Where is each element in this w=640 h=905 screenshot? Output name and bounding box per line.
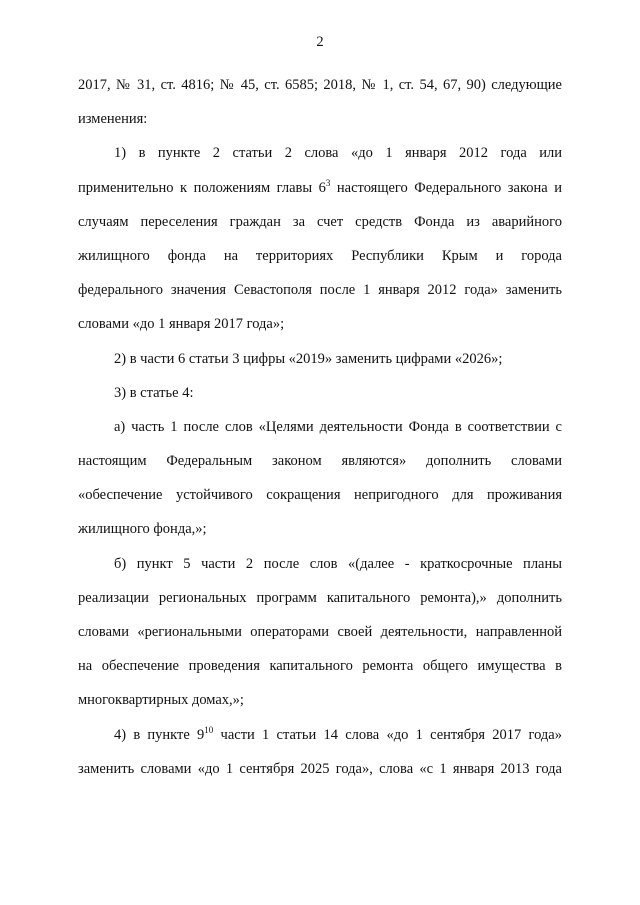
- text-line: б) пункт 5 части 2 после слов «(далее - краткосрочные планы: [114, 555, 562, 572]
- text-line: федерального значения Севастополя после 1 января 2012 года» заменить: [78, 282, 562, 299]
- text-line: словами «до 1 января 2017 года»;: [78, 316, 285, 333]
- text-line: 2) в части 6 статьи 3 цифры «2019» заменить цифрами «2026»;: [114, 350, 503, 367]
- text-line: жилищного фонда на территориях Республики Крым и города: [78, 247, 562, 264]
- text-line: изменения:: [78, 111, 148, 128]
- text-line: случаям переселения граждан за счет средств Фонда из аварийного: [78, 213, 562, 230]
- text-segment: настоящего Федерального закона и: [330, 179, 562, 196]
- text-line: [78, 718, 562, 752]
- text-line: заменить словами «до 1 сентября 2025 года», слова «с 1 января 2013 года: [78, 760, 562, 777]
- text-line: а) часть 1 после слов «Целями деятельности Фонда в соответствии с: [114, 418, 562, 435]
- text-line: «обеспечение устойчивого сокращения непригодного для проживания: [78, 487, 562, 504]
- text-line: [78, 171, 562, 205]
- text-segment: применительно к положениям главы 6: [78, 179, 326, 196]
- text-line: жилищного фонда,»;: [78, 521, 207, 538]
- text-line: многоквартирных домах,»;: [78, 692, 244, 709]
- text-line: на обеспечение проведения капитального ремонта общего имущества в: [78, 658, 562, 675]
- text-segment: части 1 статьи 14 слова «до 1 сентября 2017 года»: [213, 726, 562, 743]
- text-line: 2017, № 31, ст. 4816; № 45, ст. 6585; 2018, № 1, ст. 54, 67, 90) следующие: [78, 77, 562, 93]
- page-number: 2: [316, 34, 324, 50]
- text-segment: 4) в пункте 9: [114, 726, 205, 743]
- text-line: словами «региональными операторами своей деятельности, направленной: [78, 624, 562, 640]
- superscript: 3: [325, 177, 331, 188]
- text-line: реализации региональных программ капитального ремонта),» дополнить: [78, 589, 562, 606]
- text-line: настоящим Федеральным законом являются» дополнить словами: [78, 453, 562, 470]
- superscript: 10: [204, 724, 214, 735]
- text-line: 1) в пункте 2 статьи 2 слова «до 1 января 2012 года или: [114, 145, 562, 162]
- document-body: [78, 68, 562, 786]
- text-line: 3) в статье 4:: [114, 384, 194, 401]
